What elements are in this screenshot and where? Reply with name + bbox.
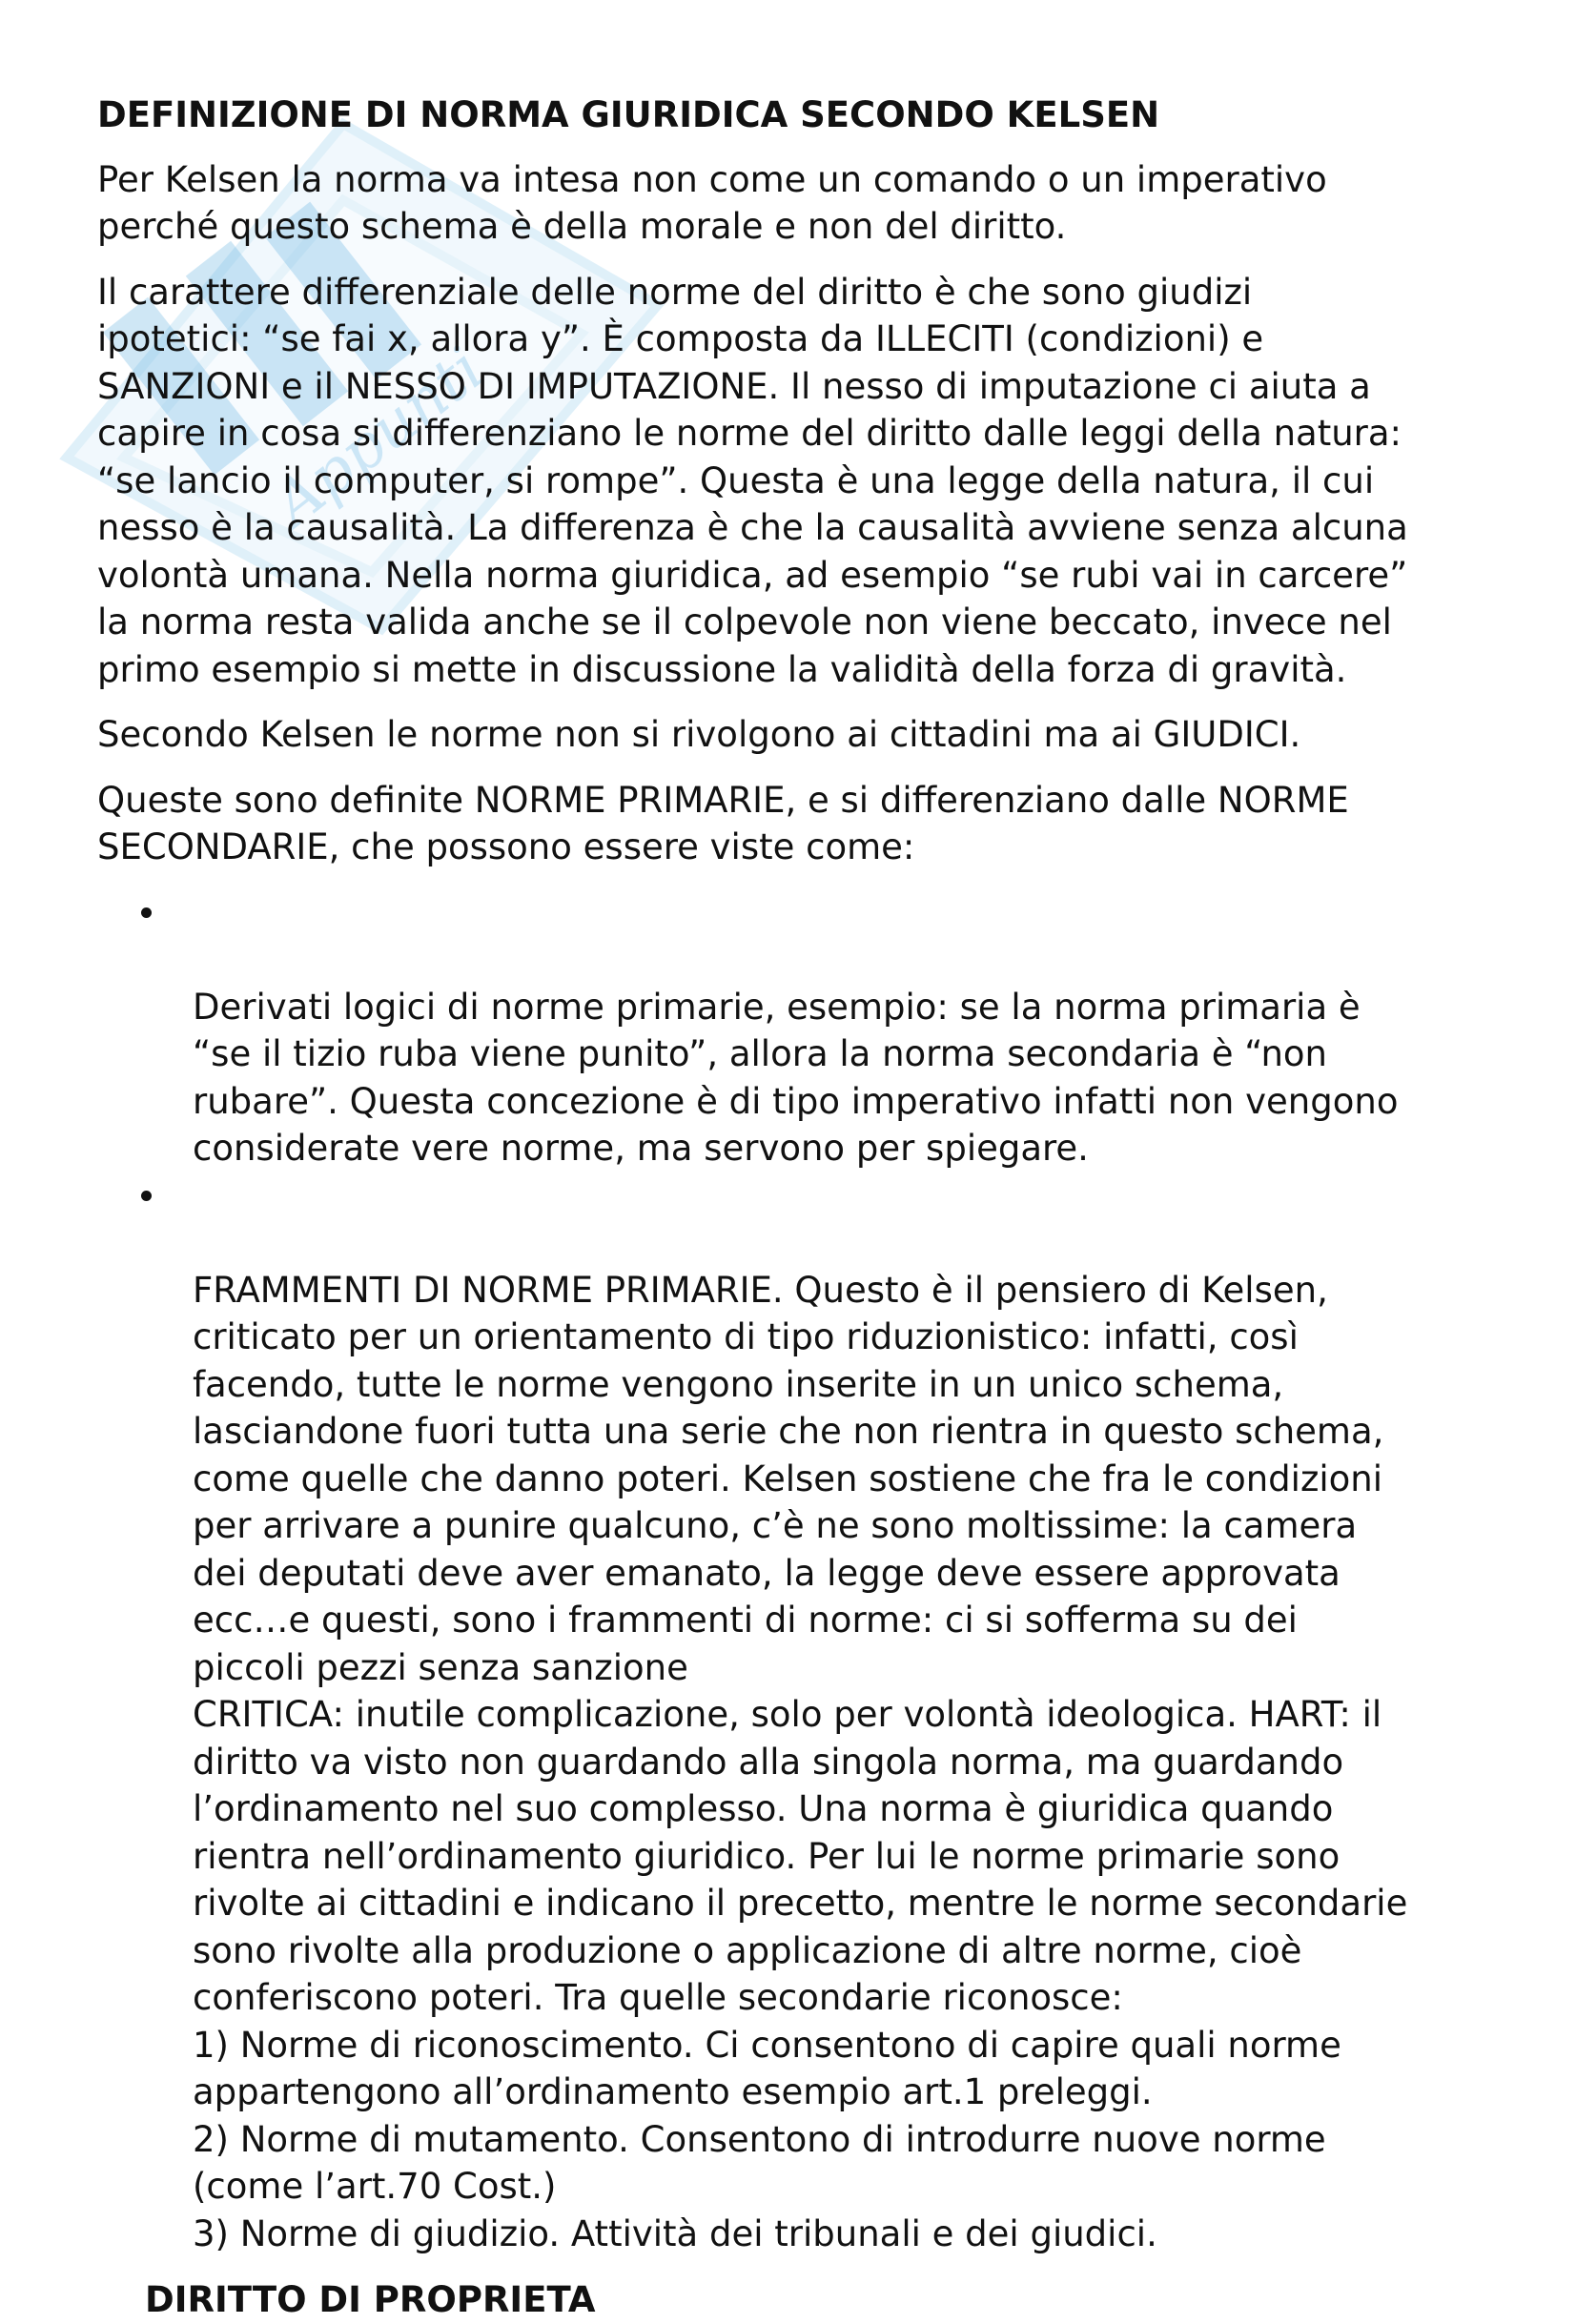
paragraph-3: Secondo Kelsen le norme non si rivolgono ai cittadini ma ai GIUDICI. xyxy=(97,714,1301,755)
paragraph-1: Per Kelsen la norma va intesa non come un comando o un imperativo perché questo schema è della morale e non del diritto. xyxy=(97,158,1327,247)
paragraph-2: Il carattere differenziale delle norme del diritto è che sono giudizi ipotetici: “se fai x, allora y”. È composta da ILLECITI (condizioni) e SANZIONI e il NESSO DI IMPUTAZIONE. Il nesso di imputazione ci aiuta a capire in cosa si differenziano le norme del diritto dalle leggi della natura: “se lancio il computer, si rompe”. Questa è una legge della natura, il cui nesso è la causalità. La differenza è che la causalità avviene senza alcuna volontà umana. Nella norma giuridica, ad esempio “se rubi vai in carcere” la norma resta valida anche se il colpevole non viene beccato, invece nel primo esempio si mette in discussione la validità della forza di gravità. xyxy=(97,271,1408,690)
document-title: DEFINIZIONE DI NORMA GIURIDICA SECONDO KELSEN xyxy=(97,94,1160,135)
document-page xyxy=(97,92,1489,2324)
list-item xyxy=(97,889,1489,1172)
bullet-dot-icon xyxy=(141,907,152,918)
bullet-dot-icon xyxy=(141,1191,152,1201)
paragraph-4: Queste sono definite NORME PRIMARIE, e si differenziano dalle NORME SECONDARIE, che possono essere viste come: xyxy=(97,779,1349,867)
list-item-text: Derivati logici di norme primarie, esempio: se la norma primaria è “se il tizio ruba viene punito”, allora la norma secondaria è “non rubare”. Questa concezione è di tipo imperativo infatti non vengono considerate vere norme, ma servono per spiegare. xyxy=(193,986,1399,1169)
bullet-list xyxy=(97,889,1489,2258)
list-item-text: FRAMMENTI DI NORME PRIMARIE. Questo è il pensiero di Kelsen, criticato per un orientamento di tipo riduzionistico: infatti, così facendo, tutte le norme vengono inserite in un unico schema, lasciandone fuori tutta una serie che non rientra in questo schema, come quelle che danno poteri. Kelsen sostiene che fra le condizioni per arrivare a punire qualcuno, c’è ne sono moltissime: la camera dei deputati deve aver emanato, la legge deve essere approvata ecc…e questi, sono i frammenti di norme: ci si sofferma su dei piccoli pezzi senza sanzione CRITICA: inutile complicazione, solo per volontà ideologica. HART: il diritto va visto non guardando alla singola norma, ma guardando l’ordinamento nel suo complesso. Una norma è giuridica quando rientra nell’ordinamento giuridico. Per lui le norme primarie sono rivolte ai cittadini e indicano il precetto, mentre le norme secondarie sono rivolte alla produzione o applicazione di altre norme, cioè conferiscono poteri. Tra quelle secondarie riconosce: 1) Norme di riconoscimento. Ci consentono di capire quali norme appartengono all’ordinamento esempio art.1 preleggi. 2) Norme di mutamento. Consentono di introdurre nuove norme (come l’art.70 Cost.) 3) Norme di giudizio. Attività dei tribunali e dei giudici. xyxy=(193,1269,1408,2254)
list-item xyxy=(97,1172,1489,2258)
watermark-text: Appunti xyxy=(260,334,498,541)
section-title: DIRITTO DI PROPRIETA xyxy=(145,2279,596,2320)
